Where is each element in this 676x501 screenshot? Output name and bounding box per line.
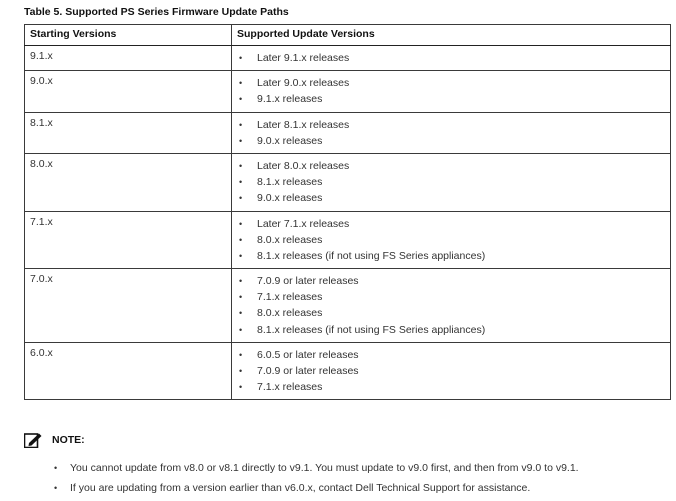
update-versions-cell bbox=[232, 71, 671, 112]
header-supported-update-versions: Supported Update Versions bbox=[232, 25, 671, 46]
update-version-item bbox=[237, 347, 665, 363]
update-version-item bbox=[237, 190, 665, 206]
update-version-text: 9.0.x releases bbox=[257, 134, 323, 147]
update-versions-cell bbox=[232, 112, 671, 153]
note-list bbox=[24, 458, 664, 498]
update-version-text: 7.0.9 or later releases bbox=[257, 365, 359, 377]
update-version-text: 8.0.x releases bbox=[257, 307, 323, 320]
note-pencil-icon bbox=[24, 432, 42, 448]
update-version-item bbox=[237, 273, 665, 289]
update-version-text: Later 8.1.x releases bbox=[257, 118, 350, 131]
update-version-text: 8.1.x releases (if not using FS Series appliances) bbox=[257, 323, 486, 336]
table-row bbox=[25, 211, 671, 269]
update-versions-list bbox=[237, 75, 665, 107]
update-versions-cell bbox=[232, 269, 671, 343]
bullet-icon: • bbox=[239, 218, 243, 229]
update-version-item bbox=[237, 363, 665, 379]
update-versions-list bbox=[237, 117, 665, 149]
bullet-icon: • bbox=[239, 382, 243, 393]
starting-version-cell: 8.1.x bbox=[25, 112, 232, 153]
note-item-text: You cannot update from v8.0 or v8.1 directly to v9.1. You must update to v9.0 first, and then from v9.0 to v9.1. bbox=[70, 462, 579, 474]
update-version-item bbox=[237, 91, 665, 107]
table-row bbox=[25, 112, 671, 153]
update-version-item bbox=[237, 133, 665, 149]
bullet-icon: • bbox=[239, 308, 243, 319]
update-version-text: 8.1.x releases bbox=[257, 176, 323, 189]
table-row bbox=[25, 46, 671, 71]
table-caption: Table 5. Supported PS Series Firmware Update Paths bbox=[24, 6, 289, 18]
update-version-text: 6.0.5 or later releases bbox=[257, 348, 359, 361]
bullet-icon: • bbox=[239, 160, 243, 171]
update-versions-list bbox=[237, 216, 665, 265]
note-item-text: If you are updating from a version earlier than v6.0.x, contact Dell Technical Support for assistance. bbox=[70, 482, 531, 494]
update-version-text: Later 8.0.x releases bbox=[257, 159, 350, 172]
table-row bbox=[25, 71, 671, 112]
table-header-row bbox=[25, 25, 671, 46]
update-version-item bbox=[237, 248, 665, 264]
update-versions-cell bbox=[232, 342, 671, 400]
starting-version-cell: 7.0.x bbox=[25, 269, 232, 343]
starting-version-cell: 9.1.x bbox=[25, 46, 232, 71]
update-version-text: 9.1.x releases bbox=[257, 93, 323, 106]
update-versions-cell bbox=[232, 211, 671, 269]
update-version-text: Later 7.1.x releases bbox=[257, 217, 350, 230]
update-version-text: 7.0.9 or later releases bbox=[257, 275, 359, 288]
update-versions-list bbox=[237, 347, 665, 396]
note-title: NOTE: bbox=[52, 434, 85, 446]
update-version-text: 7.1.x releases bbox=[257, 291, 323, 304]
update-versions-list bbox=[237, 50, 665, 66]
bullet-icon: • bbox=[239, 78, 243, 89]
update-version-item bbox=[237, 289, 665, 305]
bullet-icon: • bbox=[239, 324, 243, 335]
update-version-item bbox=[237, 50, 665, 66]
update-versions-cell bbox=[232, 153, 671, 211]
update-version-item bbox=[237, 216, 665, 232]
bullet-icon: • bbox=[239, 135, 243, 146]
update-version-text: 7.1.x releases bbox=[257, 381, 323, 394]
bullet-icon: • bbox=[239, 250, 243, 261]
update-version-item bbox=[237, 232, 665, 248]
update-version-text: Later 9.0.x releases bbox=[257, 77, 350, 90]
note-item: • If you are updating from a version earlier than v6.0.x, contact Dell Technical Support for assistance. bbox=[54, 482, 531, 494]
note-item: • You cannot update from v8.0 or v8.1 directly to v9.1. You must update to v9.0 first, and then from v9.0 to v9.1. bbox=[54, 462, 579, 474]
update-version-text: 8.1.x releases (if not using FS Series appliances) bbox=[257, 249, 486, 262]
bullet-icon: • bbox=[239, 292, 243, 303]
table-row bbox=[25, 342, 671, 400]
bullet-icon: • bbox=[239, 94, 243, 105]
update-version-item bbox=[237, 158, 665, 174]
firmware-update-paths-table bbox=[24, 24, 671, 400]
bullet-icon: • bbox=[239, 53, 243, 63]
update-versions-list bbox=[237, 158, 665, 207]
update-version-item bbox=[237, 117, 665, 133]
table-row bbox=[25, 153, 671, 211]
update-version-text: Later 9.1.x releases bbox=[257, 52, 350, 64]
starting-version-cell: 8.0.x bbox=[25, 153, 232, 211]
update-version-item bbox=[237, 305, 665, 321]
update-version-item bbox=[237, 174, 665, 190]
bullet-icon: • bbox=[239, 177, 243, 188]
bullet-icon: • bbox=[239, 119, 243, 130]
update-version-item bbox=[237, 379, 665, 395]
note-block bbox=[24, 432, 664, 498]
starting-version-cell: 6.0.x bbox=[25, 342, 232, 400]
header-starting-versions: Starting Versions bbox=[25, 25, 232, 46]
bullet-icon: • bbox=[239, 193, 243, 204]
bullet-icon: • bbox=[239, 276, 243, 287]
bullet-icon: • bbox=[239, 366, 243, 376]
bullet-icon: • bbox=[239, 234, 243, 245]
bullet-icon: • bbox=[239, 349, 243, 360]
update-versions-cell bbox=[232, 46, 671, 71]
update-version-text: 8.0.x releases bbox=[257, 233, 323, 246]
starting-version-cell: 9.0.x bbox=[25, 71, 232, 112]
starting-version-cell: 7.1.x bbox=[25, 211, 232, 269]
update-version-item bbox=[237, 75, 665, 91]
table-row bbox=[25, 269, 671, 343]
update-versions-list bbox=[237, 273, 665, 338]
update-version-item bbox=[237, 322, 665, 338]
update-version-text: 9.0.x releases bbox=[257, 192, 323, 205]
